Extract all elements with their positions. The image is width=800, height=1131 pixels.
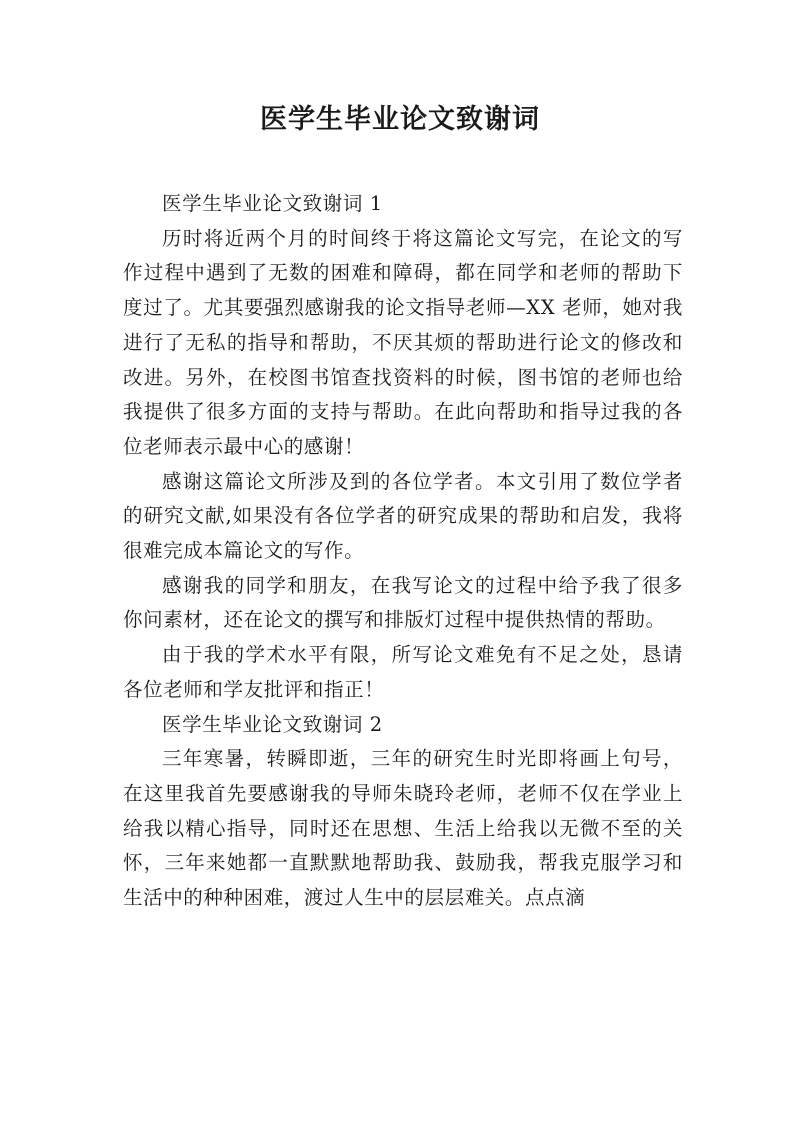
document-title: 医学生毕业论文致谢词 [260, 104, 540, 135]
paragraph: 三年寒暑，转瞬即逝，三年的研究生时光即将画上句号，在这里我首先要感谢我的导师朱晓玲老师，老师不仅在学业上给我以精心指导，同时还在思想、生活上给我以无微不至的关怀，三年来她都一直默默地帮助我、鼓励我，帮我克服学习和生活中的种种困难，渡过人生中的层层难关。点点滴 [123, 747, 683, 910]
section-heading-1: 医学生毕业论文致谢词 1 [162, 192, 383, 215]
section-heading-2: 医学生毕业论文致谢词 2 [162, 712, 383, 736]
paragraph: 感谢我的同学和朋友，在我写论文的过程中给予我了很多你问素材，还在论文的撰写和排版灯过程中提供热情的帮助。 [123, 573, 683, 632]
document-body [123, 187, 683, 916]
paragraph: 历时将近两个月的时间终于将这篇论文写完，在论文的写作过程中遇到了无数的困难和障碍，都在同学和老师的帮助下度过了。尤其要强烈感谢我的论文指导老师—XX 老师，她对我进行了无私的指导和帮助，不厌其烦的帮助进行论文的修改和改进。另外，在校图书馆查找资料的时候，图书馆的老师也给我提供了很多方面的支持与帮助。在此向帮助和指导过我的各位老师表示最中心的感谢！ [123, 226, 683, 458]
paragraph: 感谢这篇论文所涉及到的各位学者。本文引用了数位学者的研究文献,如果没有各位学者的研究成果的帮助和启发，我将很难完成本篇论文的写作。 [123, 469, 683, 563]
paragraph: 由于我的学术水平有限，所写论文难免有不足之处，恳请各位老师和学友批评和指正！ [123, 643, 683, 701]
